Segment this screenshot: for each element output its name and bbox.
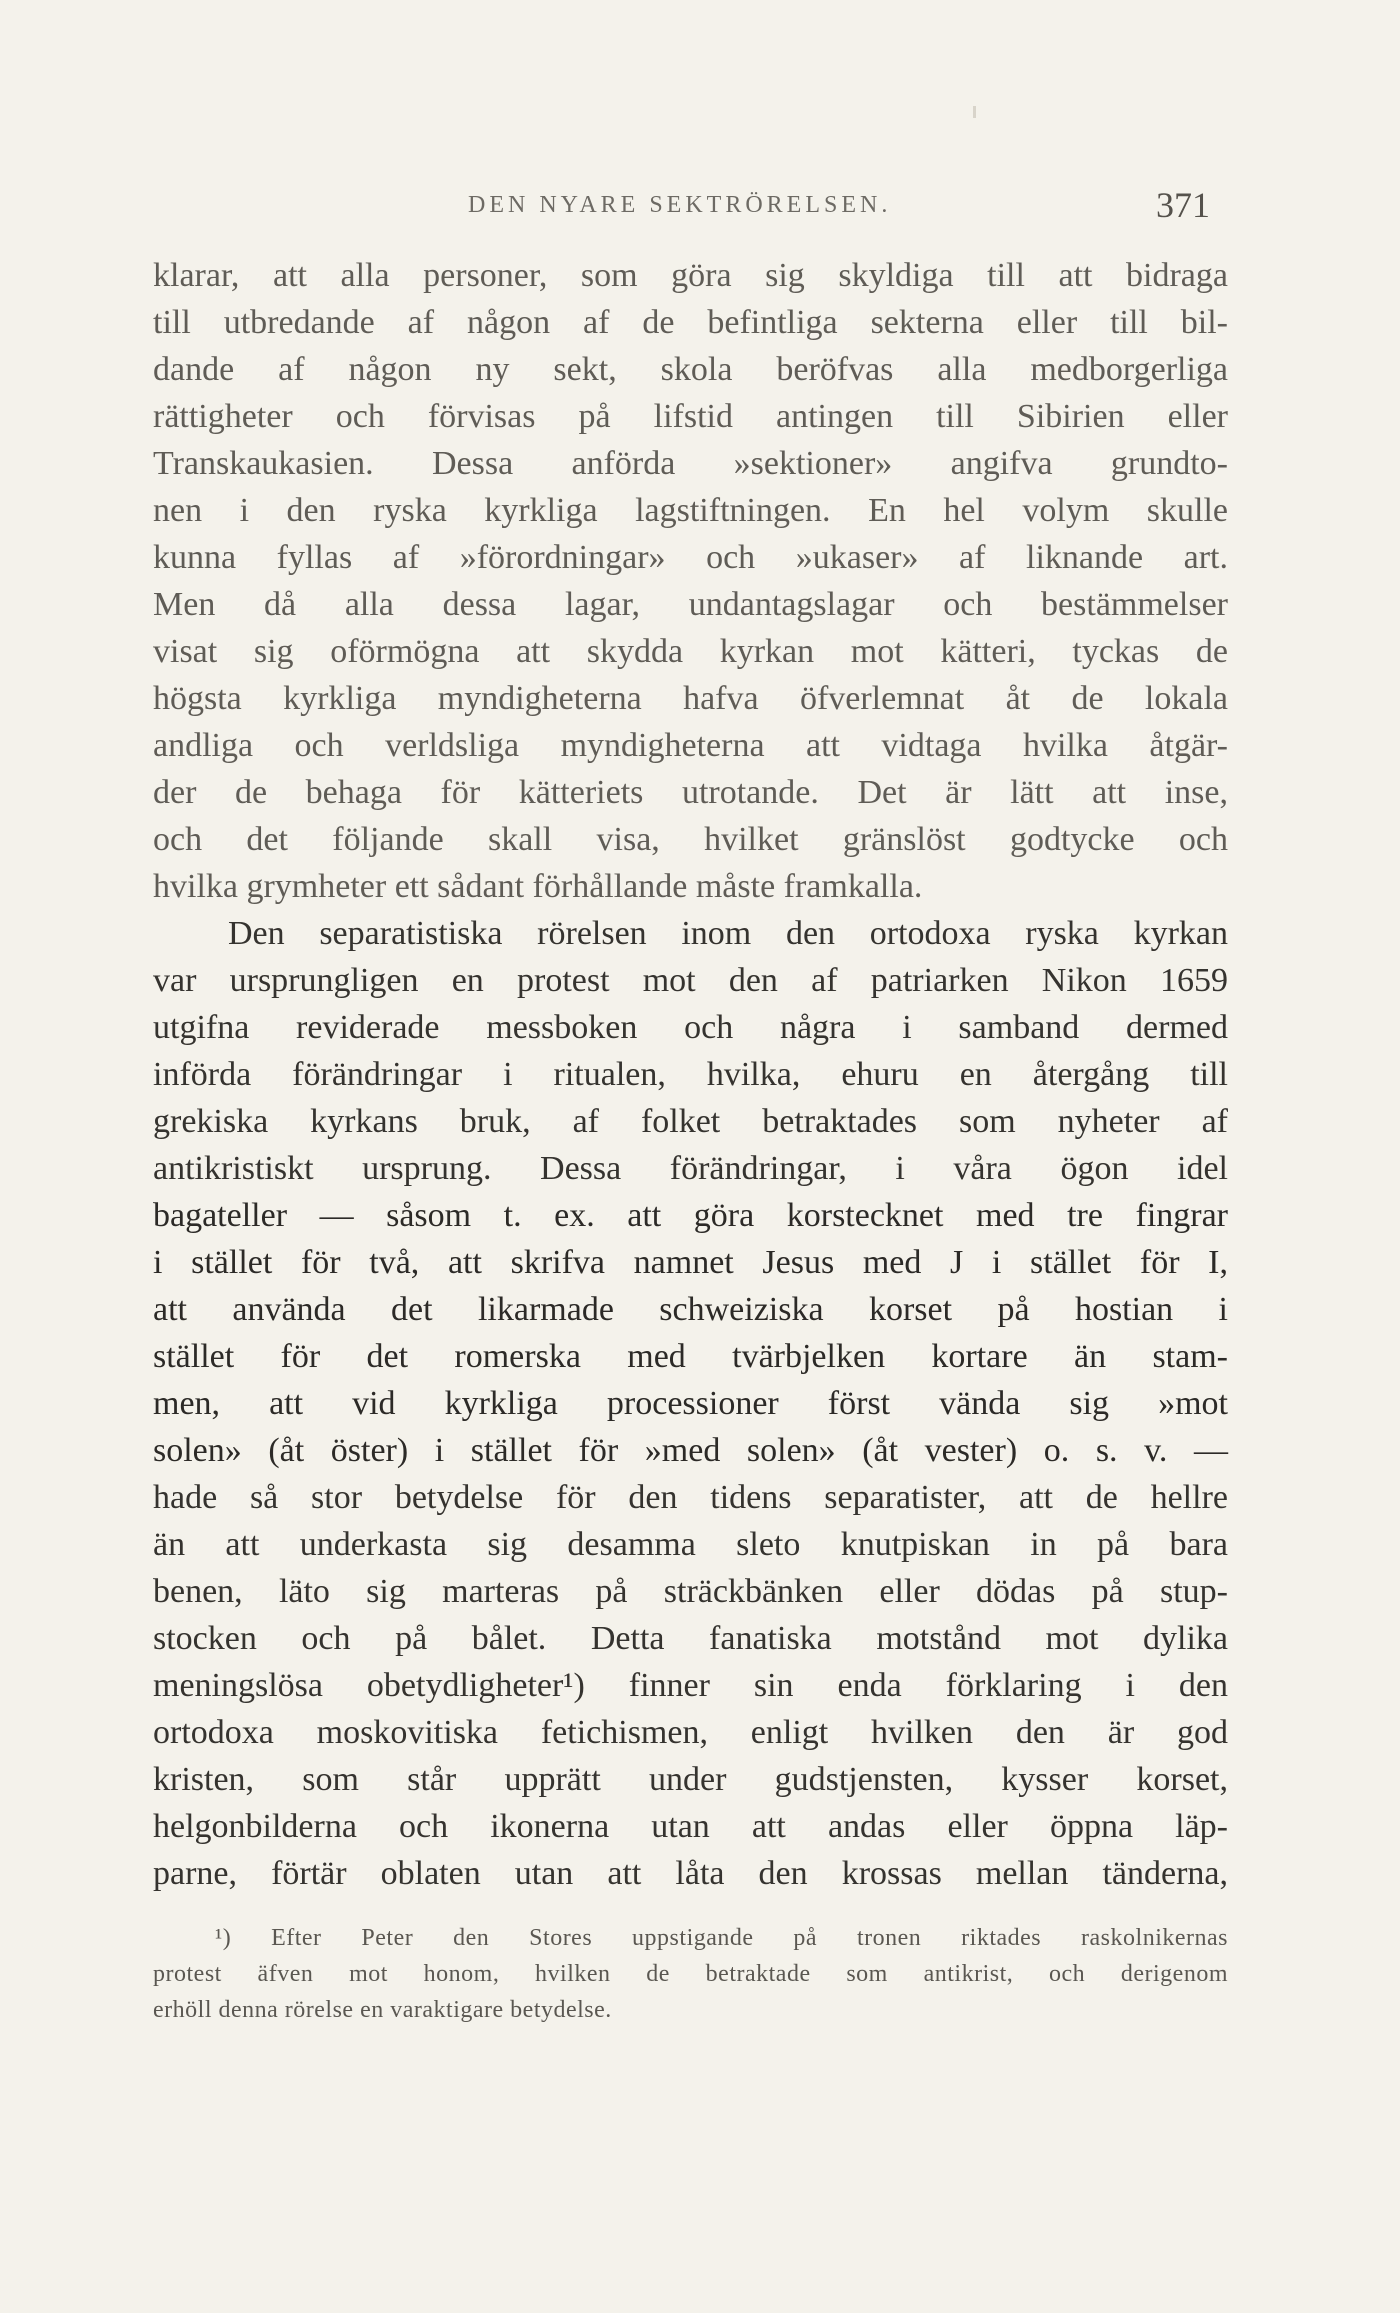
text-line: och det följande skall visa, hvilket gränslöst godtycke och <box>153 821 1228 858</box>
text-line: ortodoxa moskovitiska fetichismen, enligt hvilken den är god <box>153 1714 1228 1751</box>
text-line: Transkaukasien. Dessa anförda »sektioner» angifva grundto- <box>153 445 1228 482</box>
paper-speck <box>973 106 976 118</box>
text-line: parne, förtär oblaten utan att låta den krossas mellan tänderna, <box>153 1855 1228 1892</box>
text-line: meningslösa obetydligheter¹) finner sin enda förklaring i den <box>153 1667 1228 1704</box>
text-line: till utbredande af någon af de befintliga sekterna eller till bil- <box>153 304 1228 341</box>
text-line: grekiska kyrkans bruk, af folket betraktades som nyheter af <box>153 1103 1228 1140</box>
text-line: högsta kyrkliga myndigheterna hafva öfverlemnat åt de lokala <box>153 680 1228 717</box>
running-title: DEN NYARE SEKTRÖRELSEN. <box>468 192 892 218</box>
text-line: hvilka grymheter ett sådant förhållande måste framkalla. <box>153 868 923 905</box>
text-line: kunna fyllas af »förordningar» och »ukaser» af liknande art. <box>153 539 1228 576</box>
footnotes <box>153 1920 1228 2028</box>
text-line: än att underkasta sig desamma sleto knutpiskan in på bara <box>153 1526 1228 1563</box>
footnote-line: erhöll denna rörelse en varaktigare betydelse. <box>153 1997 612 2023</box>
text-line: klarar, att alla personer, som göra sig skyldiga till att bidraga <box>153 257 1228 294</box>
footnote-line: ¹) Efter Peter den Stores uppstigande på tronen riktades raskolnikernas <box>215 1925 1228 1951</box>
text-line: kristen, som står upprätt under gudstjensten, kysser korset, <box>153 1761 1228 1798</box>
text-line: hade så stor betydelse för den tidens separatister, att de hellre <box>153 1479 1228 1516</box>
body-text <box>153 252 1228 1897</box>
text-line: stocken och på bålet. Detta fanatiska motstånd mot dylika <box>153 1620 1228 1657</box>
text-line: införda förändringar i ritualen, hvilka, ehuru en återgång till <box>153 1056 1228 1093</box>
text-line: helgonbilderna och ikonerna utan att andas eller öppna läp- <box>153 1808 1228 1845</box>
text-line: i stället för två, att skrifva namnet Jesus med J i stället för I, <box>153 1244 1228 1281</box>
text-line: dande af någon ny sekt, skola beröfvas alla medborgerliga <box>153 351 1228 388</box>
text-line: benen, läto sig marteras på sträckbänken eller dödas på stup- <box>153 1573 1228 1610</box>
text-line: der de behaga för kätteriets utrotande. Det är lätt att inse, <box>153 774 1228 811</box>
text-line: stället för det romerska med tvärbjelken kortare än stam- <box>153 1338 1228 1375</box>
text-line: solen» (åt öster) i stället för »med solen» (åt vester) o. s. v. — <box>153 1432 1228 1469</box>
text-line: rättigheter och förvisas på lifstid antingen till Sibirien eller <box>153 398 1228 435</box>
text-line: att använda det likarmade schweiziska korset på hostian i <box>153 1291 1228 1328</box>
text-line: utgifna reviderade messboken och några i samband dermed <box>153 1009 1228 1046</box>
text-line: visat sig oförmögna att skydda kyrkan mot kätteri, tyckas de <box>153 633 1228 670</box>
running-head <box>0 185 1400 228</box>
text-line: Den separatistiska rörelsen inom den ortodoxa ryska kyrkan <box>228 915 1228 952</box>
text-line: bagateller — såsom t. ex. att göra korstecknet med tre fingrar <box>153 1197 1228 1234</box>
text-line: andliga och verldsliga myndigheterna att vidtaga hvilka åtgär- <box>153 727 1228 764</box>
text-line: men, att vid kyrkliga processioner först vända sig »mot <box>153 1385 1228 1422</box>
text-line: Men då alla dessa lagar, undantagslagar och bestämmelser <box>153 586 1228 623</box>
footnote-line: protest äfven mot honom, hvilken de betraktade som antikrist, och derigenom <box>153 1961 1228 1987</box>
text-line: nen i den ryska kyrkliga lagstiftningen. En hel volym skulle <box>153 492 1228 529</box>
page-number: 371 <box>1156 185 1210 225</box>
text-line: var ursprungligen en protest mot den af patriarken Nikon 1659 <box>153 962 1228 999</box>
text-line: antikristiskt ursprung. Dessa förändringar, i våra ögon idel <box>153 1150 1228 1187</box>
